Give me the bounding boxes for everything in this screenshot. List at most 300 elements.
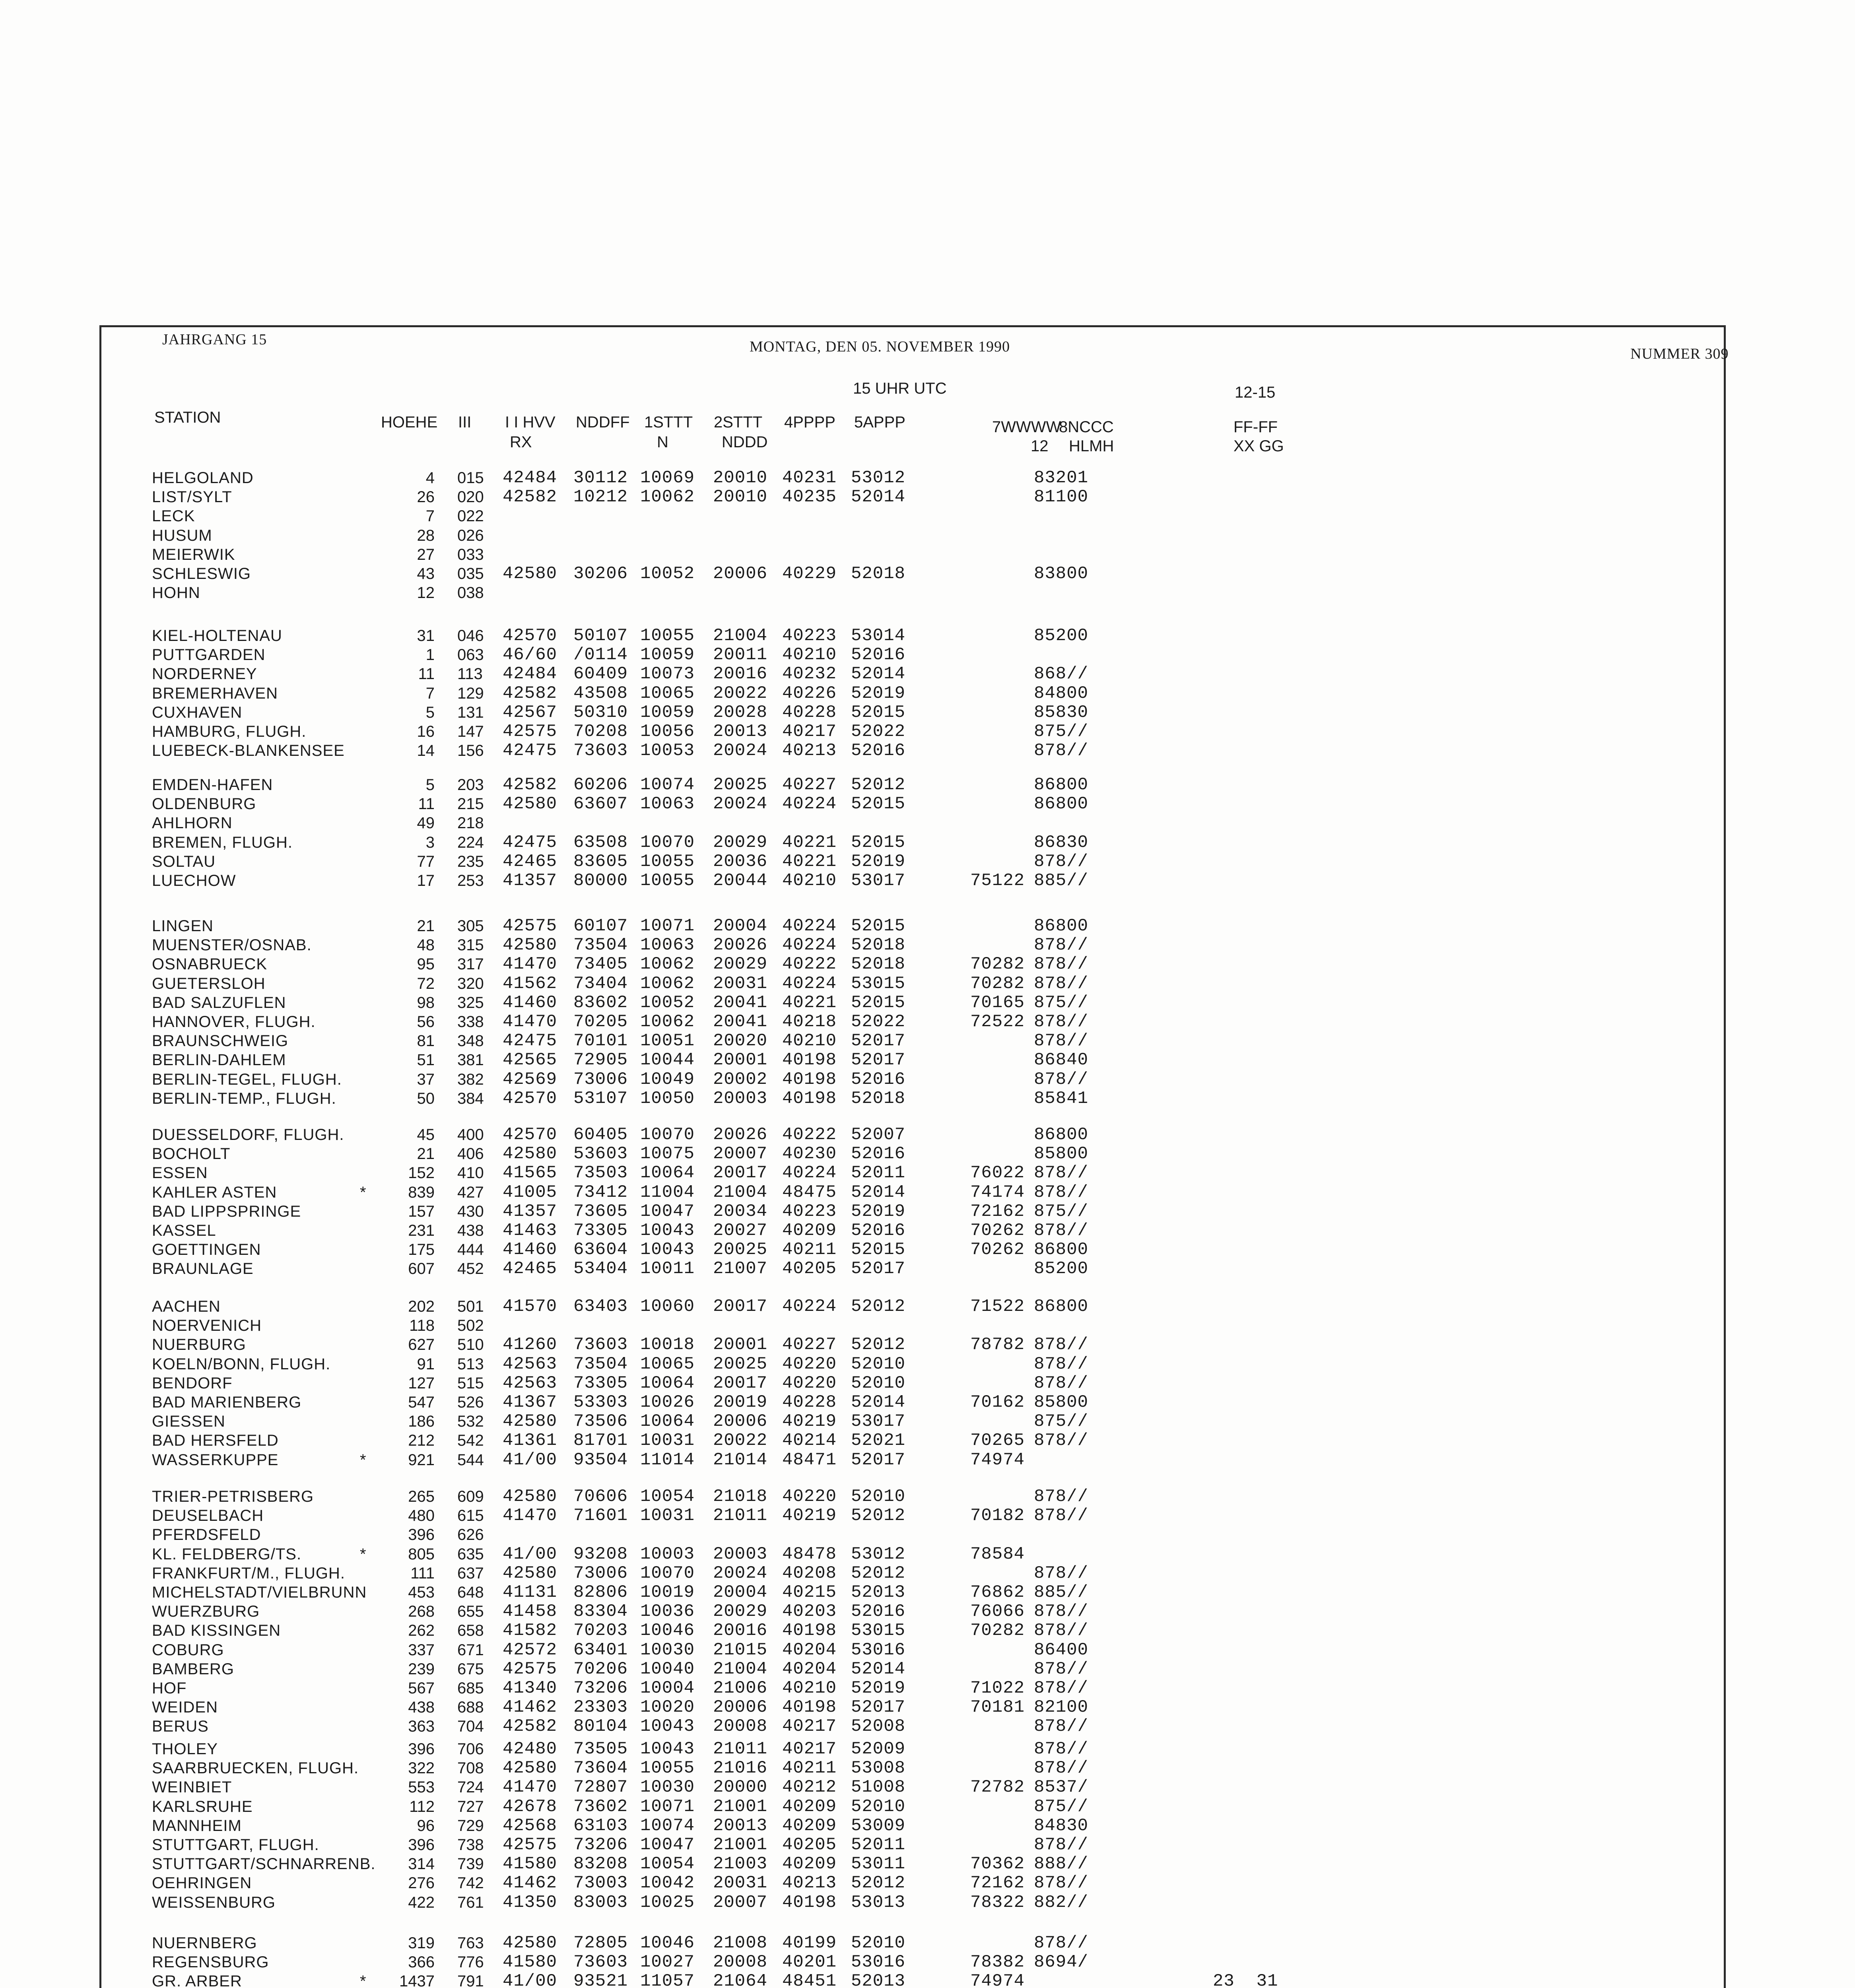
- group-6: 52010: [851, 1796, 906, 1817]
- group-4: 21016: [713, 1758, 768, 1778]
- group-2: 73504: [573, 1354, 628, 1374]
- group-1: 42465: [503, 1259, 557, 1279]
- group-2: 70203: [573, 1621, 628, 1641]
- station-index: 203: [457, 776, 484, 794]
- group-3: 10074: [640, 1815, 695, 1836]
- station-index: 626: [457, 1526, 484, 1544]
- hoehe-value: 72: [417, 975, 435, 992]
- station-name: HOHN: [152, 584, 200, 602]
- group-5: 40198: [782, 1050, 837, 1070]
- group-3: 10031: [640, 1431, 695, 1451]
- group-1: 42475: [503, 832, 557, 852]
- group-1: 42580: [503, 1933, 557, 1953]
- station-index: 763: [457, 1934, 484, 1952]
- group-2: 53303: [573, 1392, 628, 1412]
- group-5: 40215: [782, 1582, 837, 1602]
- group-4: 20025: [713, 1240, 768, 1260]
- group-6: 52016: [851, 1602, 906, 1622]
- group-1: 42567: [503, 702, 557, 722]
- group-2: 93504: [573, 1450, 628, 1470]
- group-6: 52014: [851, 1659, 906, 1679]
- group-4: 21003: [713, 1854, 768, 1874]
- group-8: 83201: [1034, 468, 1089, 488]
- group-6: 52018: [851, 954, 906, 975]
- station-index: 502: [457, 1317, 484, 1335]
- group-2: 81701: [573, 1431, 628, 1451]
- group-3: 10070: [640, 1125, 695, 1145]
- group-3: 10046: [640, 1933, 695, 1953]
- group-6: 52017: [851, 1450, 906, 1470]
- group-3: 10011: [640, 1259, 695, 1279]
- group-5: 40223: [782, 626, 837, 646]
- hoehe-value: 363: [408, 1718, 435, 1736]
- group-7: 74174: [970, 1182, 1025, 1202]
- station-index: 338: [457, 1013, 484, 1031]
- hoehe-value: 1: [425, 646, 435, 664]
- group-3: 10055: [640, 626, 695, 646]
- group-3: 10018: [640, 1335, 695, 1355]
- group-8: 878//: [1034, 1739, 1089, 1759]
- group-1: 42465: [503, 851, 557, 872]
- group-8: 86800: [1034, 1297, 1089, 1316]
- hoehe-value: 607: [408, 1260, 435, 1278]
- group-1: 42480: [503, 1739, 557, 1759]
- group-8: 86800: [1034, 1125, 1089, 1145]
- group-1: 41562: [503, 973, 557, 994]
- group-4: 20031: [713, 1873, 768, 1893]
- group-5: 40221: [782, 832, 837, 852]
- group-6: 51008: [851, 1777, 906, 1798]
- group-6: 53015: [851, 1621, 906, 1641]
- station-index: 655: [457, 1603, 484, 1621]
- group-3: 10064: [640, 1373, 695, 1393]
- station-index: 729: [457, 1817, 484, 1835]
- hoehe-value: 77: [417, 852, 435, 870]
- group-5: 40210: [782, 1031, 837, 1051]
- station-name: GUETERSLOH: [152, 975, 266, 992]
- group-6: 52012: [851, 1506, 906, 1526]
- group-4: 20041: [713, 1012, 768, 1032]
- group-2: 30206: [573, 564, 628, 584]
- group-1: 41357: [503, 1201, 557, 1221]
- hoehe-value: 839: [408, 1183, 435, 1201]
- station-name: WUERZBURG: [152, 1603, 260, 1621]
- group-6: 53013: [851, 1892, 906, 1912]
- station-name: GIESSEN: [152, 1413, 225, 1431]
- group-5: 40226: [782, 683, 837, 703]
- hoehe-value: 111: [410, 1564, 435, 1582]
- group-6: 52010: [851, 1933, 906, 1953]
- station-index: 510: [457, 1336, 484, 1354]
- group-6: 52016: [851, 1221, 906, 1241]
- group-1: 42580: [503, 794, 557, 814]
- station-name: PUTTGARDEN: [152, 646, 266, 664]
- group-5: 40224: [782, 1163, 837, 1183]
- group-4: 21011: [713, 1739, 768, 1759]
- group-6: 52009: [851, 1739, 906, 1759]
- station-name: BOCHOLT: [152, 1145, 231, 1163]
- station-index: 015: [457, 469, 484, 487]
- group-8: 875//: [1034, 992, 1089, 1013]
- group-2: 23303: [573, 1697, 628, 1718]
- group-5: 40209: [782, 1815, 837, 1836]
- group-5: 40211: [782, 1758, 837, 1778]
- group-6: 52014: [851, 487, 906, 507]
- group-1: 42580: [503, 1563, 557, 1583]
- group-3: 10046: [640, 1621, 695, 1641]
- hoehe-value: 453: [408, 1584, 435, 1601]
- group-1: 41570: [503, 1297, 557, 1316]
- station-index: 706: [457, 1740, 484, 1758]
- station-index: 675: [457, 1660, 484, 1678]
- group-5: 40224: [782, 935, 837, 955]
- station-index: 026: [457, 526, 484, 544]
- hoehe-value: 5: [425, 703, 435, 721]
- station-index: 430: [457, 1202, 484, 1220]
- group-1: 41350: [503, 1892, 557, 1912]
- group-7: 78382: [970, 1952, 1025, 1972]
- group-6: 52012: [851, 1873, 906, 1893]
- group-8: 81100: [1034, 487, 1089, 507]
- group-3: 10043: [640, 1221, 695, 1241]
- group-3: 10051: [640, 1031, 695, 1051]
- group-5: 40204: [782, 1659, 837, 1679]
- station-index: 637: [457, 1564, 484, 1582]
- station-name: HUSUM: [152, 526, 212, 544]
- hoehe-value: 17: [417, 872, 435, 889]
- hoehe-value: 268: [408, 1603, 435, 1621]
- hoehe-value: 239: [408, 1660, 435, 1678]
- group-8: 885//: [1034, 871, 1089, 891]
- col-3b: N: [657, 433, 668, 451]
- group-2: 93208: [573, 1544, 628, 1564]
- station-name: CUXHAVEN: [152, 703, 243, 721]
- group-3: 10026: [640, 1392, 695, 1412]
- station-index: 444: [457, 1241, 484, 1259]
- group-1: 41361: [503, 1431, 557, 1451]
- jahrgang-label: JAHRGANG 15: [162, 331, 267, 348]
- group-2: 73605: [573, 1201, 628, 1221]
- group-1: 41340: [503, 1678, 557, 1698]
- group-3: 10060: [640, 1297, 695, 1316]
- group-7: 70282: [970, 973, 1025, 994]
- group-1: 42582: [503, 775, 557, 795]
- group-5: 40220: [782, 1354, 837, 1374]
- station-name: WEINBIET: [152, 1778, 232, 1796]
- group-5: 40230: [782, 1144, 837, 1164]
- hoehe-value: 81: [417, 1032, 435, 1050]
- group-2: 72807: [573, 1777, 628, 1798]
- group-4: 21018: [713, 1487, 768, 1507]
- group-1: 41/00: [503, 1971, 557, 1988]
- station-index: 046: [457, 627, 484, 645]
- group-8: 878//: [1034, 741, 1089, 761]
- station-name: OSNABRUECK: [152, 955, 268, 973]
- group-8: 875//: [1034, 722, 1089, 742]
- group-2: 63604: [573, 1240, 628, 1260]
- station-index: 727: [457, 1798, 484, 1815]
- group-6: 52018: [851, 1088, 906, 1109]
- station-index: 033: [457, 546, 484, 563]
- station-index: 501: [457, 1298, 484, 1315]
- group-5: 40222: [782, 1125, 837, 1145]
- group-2: 73405: [573, 954, 628, 975]
- group-8: 878//: [1034, 1758, 1089, 1778]
- group-4: 21006: [713, 1678, 768, 1698]
- group-5: 40208: [782, 1563, 837, 1583]
- hoehe-value: 7: [425, 507, 435, 525]
- group-7: 70262: [970, 1240, 1025, 1260]
- group-7: 75122: [970, 871, 1025, 891]
- group-6: 53009: [851, 1815, 906, 1836]
- group-6: 52015: [851, 794, 906, 814]
- group-6: 53012: [851, 1544, 906, 1564]
- station-name: WEIDEN: [152, 1699, 218, 1716]
- group-3: 10056: [640, 722, 695, 742]
- group-2: 73504: [573, 935, 628, 955]
- station-name: MUENSTER/OSNAB.: [152, 936, 312, 954]
- station-name: OEHRINGEN: [152, 1874, 252, 1892]
- group-2: 73006: [573, 1069, 628, 1089]
- group-5: 40222: [782, 954, 837, 975]
- group-6: 52016: [851, 741, 906, 761]
- hoehe-value: 95: [417, 955, 435, 973]
- group-7: 70165: [970, 992, 1025, 1013]
- group-5: 40217: [782, 1739, 837, 1759]
- station-name: DEUSELBACH: [152, 1507, 264, 1525]
- station-index: 113: [457, 665, 483, 683]
- group-4: 20004: [713, 1582, 768, 1602]
- group-8: 878//: [1034, 1354, 1089, 1374]
- station-name: FRANKFURT/M., FLUGH.: [152, 1564, 345, 1582]
- group-4: 21001: [713, 1796, 768, 1817]
- group-1: 41580: [503, 1952, 557, 1972]
- group-4: 20024: [713, 741, 768, 761]
- hoehe-value: 627: [408, 1336, 435, 1354]
- group-3: 10062: [640, 1012, 695, 1032]
- group-3: 11004: [640, 1182, 695, 1202]
- station-index: 406: [457, 1145, 484, 1163]
- group-5: 40210: [782, 871, 837, 891]
- hoehe-value: 21: [417, 917, 435, 935]
- hoehe-value: 127: [408, 1374, 435, 1392]
- hoehe-value: 276: [408, 1874, 435, 1892]
- group-7: 74974: [970, 1450, 1025, 1470]
- group-8: 85841: [1034, 1088, 1089, 1109]
- group-1: 42570: [503, 1125, 557, 1145]
- group-8: 878//: [1034, 1431, 1089, 1451]
- group-3: 10050: [640, 1088, 695, 1109]
- group-6: 52012: [851, 1563, 906, 1583]
- col-6: 5APPP: [854, 414, 905, 431]
- group-1: 42484: [503, 664, 557, 684]
- group-8: 878//: [1034, 1163, 1089, 1183]
- group-2: 73602: [573, 1796, 628, 1817]
- group-1: 41470: [503, 954, 557, 975]
- group-6: 52011: [851, 1835, 906, 1855]
- hoehe-value: 43: [417, 565, 435, 582]
- group-6: 53015: [851, 973, 906, 994]
- group-3: 11057: [640, 1971, 695, 1988]
- group-2: 63103: [573, 1815, 628, 1836]
- station-name: AACHEN: [152, 1298, 221, 1315]
- time-range-label: 12-15: [1235, 384, 1276, 401]
- group-1: 42580: [503, 935, 557, 955]
- group-5: 48478: [782, 1544, 837, 1564]
- group-1: 41582: [503, 1621, 557, 1641]
- group-2: 73404: [573, 973, 628, 994]
- group-3: 10075: [640, 1144, 695, 1164]
- group-4: 20034: [713, 1201, 768, 1221]
- group-7: 70265: [970, 1431, 1025, 1451]
- group-5: 40198: [782, 1621, 837, 1641]
- hoehe-value: 12: [417, 584, 435, 602]
- group-4: 20036: [713, 851, 768, 872]
- group-1: 41462: [503, 1873, 557, 1893]
- station-index: 688: [457, 1699, 484, 1716]
- group-8: 84800: [1034, 683, 1089, 703]
- group-8: 878//: [1034, 1835, 1089, 1855]
- group-3: 10064: [640, 1411, 695, 1432]
- hoehe-value: 438: [408, 1699, 435, 1716]
- group-8: 878//: [1034, 935, 1089, 955]
- station-name: TRIER-PETRISBERG: [152, 1488, 314, 1505]
- group-8: 86840: [1034, 1050, 1089, 1070]
- group-3: 10070: [640, 832, 695, 852]
- station-name: KASSEL: [152, 1222, 216, 1239]
- station-index: 544: [457, 1451, 484, 1469]
- group-1: 41367: [503, 1392, 557, 1412]
- group-7: 76022: [970, 1163, 1025, 1183]
- group-3: 10065: [640, 683, 695, 703]
- group-3: 10064: [640, 1163, 695, 1183]
- station-name: KAHLER ASTEN: [152, 1183, 277, 1201]
- group-6: 52010: [851, 1487, 906, 1507]
- station-index: 020: [457, 488, 484, 506]
- group-5: 40228: [782, 702, 837, 722]
- group-6: 52015: [851, 1240, 906, 1260]
- group-4: 20029: [713, 954, 768, 975]
- group-6: 52017: [851, 1697, 906, 1718]
- group-7: 70181: [970, 1697, 1025, 1718]
- col-4b: NDDD: [722, 433, 768, 451]
- group-2: 73003: [573, 1873, 628, 1893]
- hoehe-value: 553: [408, 1778, 435, 1796]
- hoehe-value: 1437: [399, 1972, 435, 1988]
- group-8: 86800: [1034, 1240, 1089, 1260]
- group-4: 20000: [713, 1777, 768, 1798]
- group-5: 40205: [782, 1835, 837, 1855]
- station-name: BRAUNLAGE: [152, 1260, 254, 1278]
- group-2: 73506: [573, 1411, 628, 1432]
- group-1: 42572: [503, 1640, 557, 1660]
- station-index: 635: [457, 1545, 484, 1563]
- group-6: 52014: [851, 664, 906, 684]
- group-7: 70362: [970, 1854, 1025, 1874]
- station-index: 022: [457, 507, 484, 525]
- group-2: 63508: [573, 832, 628, 852]
- station-index: 215: [457, 795, 484, 813]
- group-1: 42484: [503, 468, 557, 488]
- hoehe-value: 175: [408, 1241, 435, 1259]
- station-name: BAD MARIENBERG: [152, 1394, 302, 1411]
- group-1: 42580: [503, 564, 557, 584]
- station-name: NUERNBERG: [152, 1934, 257, 1952]
- group-2: 73412: [573, 1182, 628, 1202]
- station-name: KIEL-HOLTENAU: [152, 627, 282, 645]
- group-4: 20004: [713, 916, 768, 936]
- hoehe-value: 567: [408, 1679, 435, 1697]
- group-6: 52014: [851, 1392, 906, 1412]
- group-6: 52010: [851, 1373, 906, 1393]
- group-4: 20019: [713, 1392, 768, 1412]
- group-4: 20024: [713, 794, 768, 814]
- group-8: 878//: [1034, 1069, 1089, 1089]
- group-6: 52015: [851, 832, 906, 852]
- group-8: 878//: [1034, 973, 1089, 994]
- group-4: 20007: [713, 1144, 768, 1164]
- group-6: 52018: [851, 564, 906, 584]
- hoehe-value: 265: [408, 1488, 435, 1505]
- group-4: 21064: [713, 1971, 768, 1988]
- group-4: 20006: [713, 1697, 768, 1718]
- group-2: 73603: [573, 741, 628, 761]
- station-name: AHLHORN: [152, 814, 233, 832]
- group-8: 878//: [1034, 1012, 1089, 1032]
- group-1: 42580: [503, 1411, 557, 1432]
- group-6: 52015: [851, 916, 906, 936]
- station-name: BAD SALZUFLEN: [152, 994, 286, 1011]
- hoehe-value: 98: [417, 994, 435, 1011]
- group-4: 21004: [713, 1182, 768, 1202]
- station-name: BREMERHAVEN: [152, 684, 278, 702]
- station-name: HELGOLAND: [152, 469, 254, 487]
- group-1: 42569: [503, 1069, 557, 1089]
- group-6: 53014: [851, 626, 906, 646]
- group-6: 52011: [851, 1163, 906, 1183]
- group-8: 878//: [1034, 1933, 1089, 1953]
- group-6: 52013: [851, 1582, 906, 1602]
- hoehe-value: 152: [408, 1164, 435, 1182]
- group-8: 85200: [1034, 1259, 1089, 1279]
- group-2: 50107: [573, 626, 628, 646]
- group-1: 41005: [503, 1182, 557, 1202]
- group-1: 41460: [503, 1240, 557, 1260]
- group-6: 52021: [851, 1431, 906, 1451]
- group-2: 60206: [573, 775, 628, 795]
- group-6: 52016: [851, 1069, 906, 1089]
- group-5: 40198: [782, 1088, 837, 1109]
- hoehe-value: 112: [409, 1798, 435, 1815]
- station-index: 382: [457, 1070, 484, 1088]
- station-index: 761: [457, 1893, 484, 1911]
- group-2: 53107: [573, 1088, 628, 1109]
- group-7: 71022: [970, 1678, 1025, 1698]
- group-2: 83602: [573, 992, 628, 1013]
- group-5: 40199: [782, 1933, 837, 1953]
- group-8: 875//: [1034, 1796, 1089, 1817]
- group-6: 52019: [851, 683, 906, 703]
- station-name: LUEBECK-BLANKENSEE: [152, 742, 345, 760]
- group-7: 78322: [970, 1892, 1025, 1912]
- hoehe-value: 96: [417, 1817, 435, 1835]
- group-4: 20010: [713, 487, 768, 507]
- mark-asterisk: *: [360, 1545, 366, 1563]
- issue-number: NUMMER 309: [1630, 346, 1729, 362]
- group-1: 41470: [503, 1506, 557, 1526]
- group-4: 20022: [713, 683, 768, 703]
- group-4: 20003: [713, 1544, 768, 1564]
